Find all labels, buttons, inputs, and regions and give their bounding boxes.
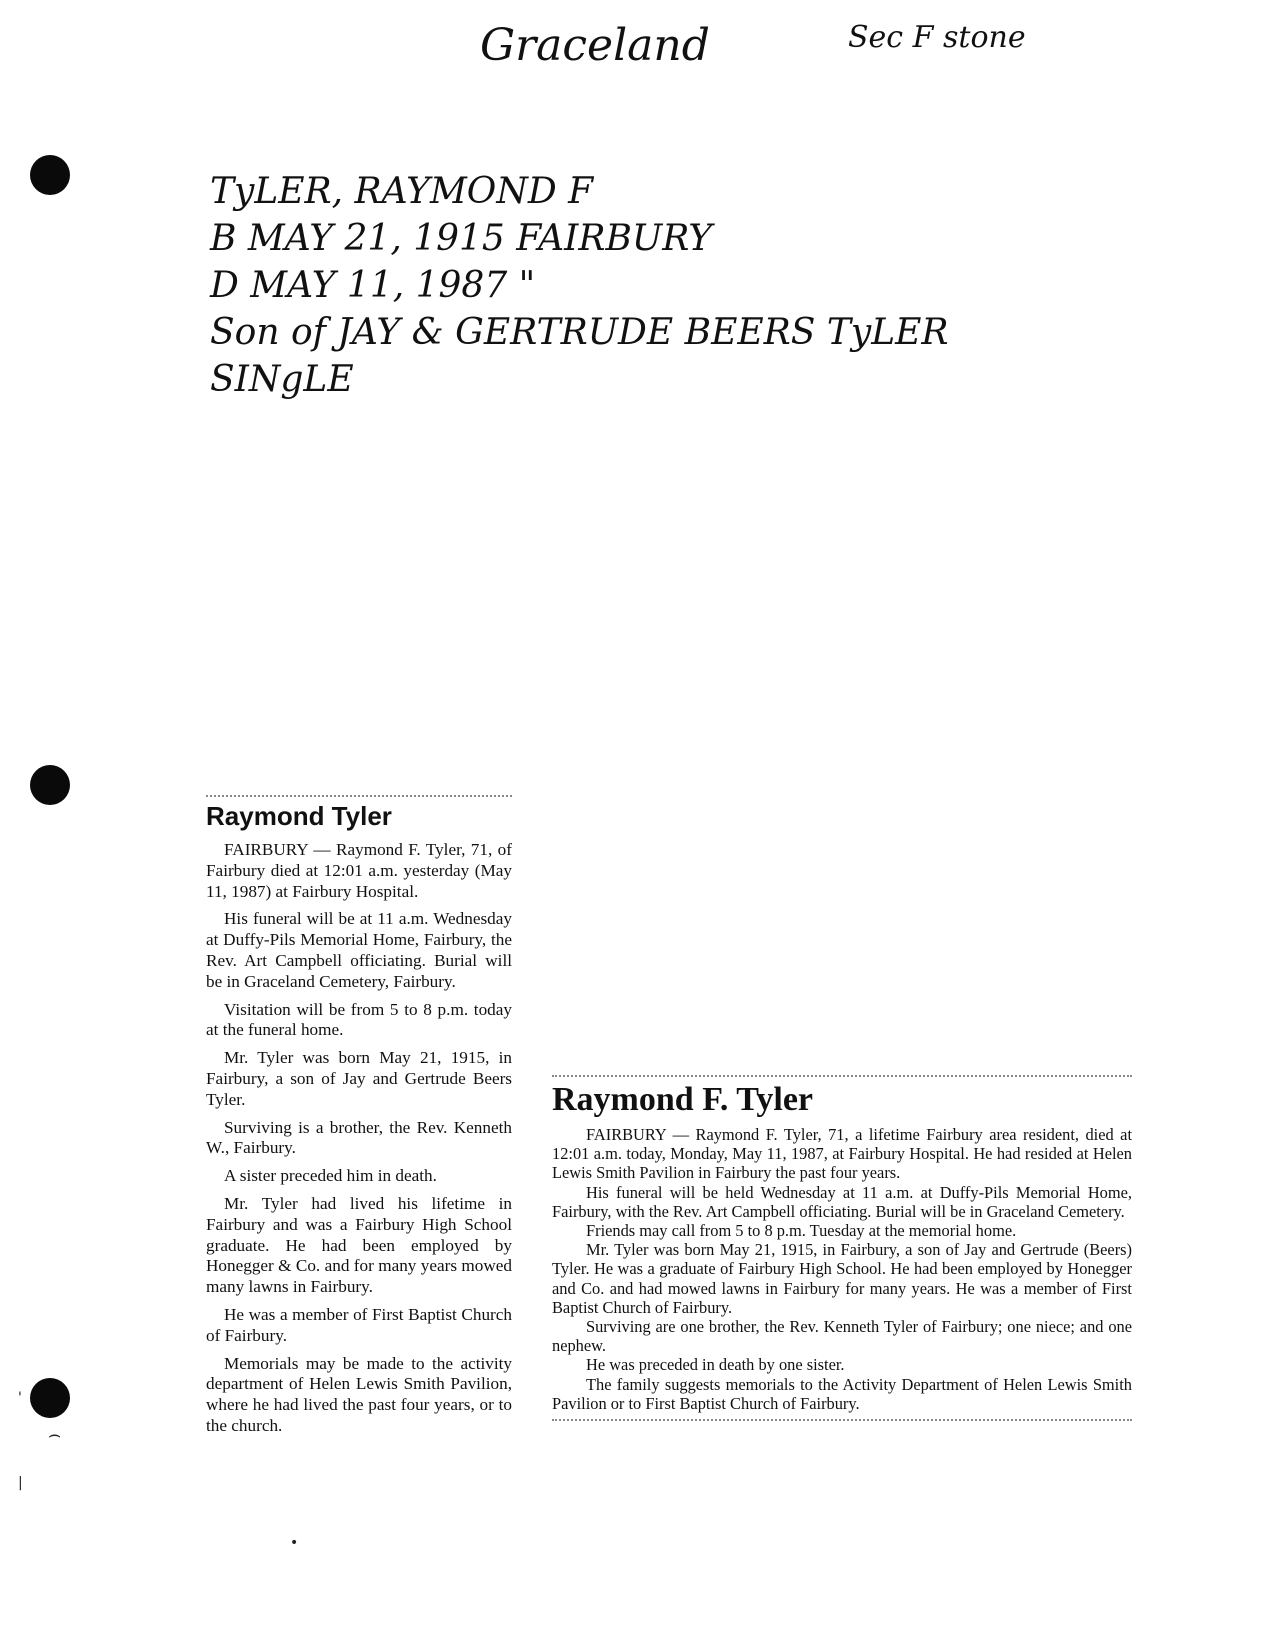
clipping-2-paragraph: Surviving are one brother, the Rev. Kenneth Tyler of Fairbury; one niece; and one nephew. xyxy=(552,1317,1132,1356)
note-line: B MAY 21, 1915 FAIRBURY xyxy=(210,218,712,259)
clipping-1-paragraph: Memorials may be made to the activity department of Helen Lewis Smith Pavilion, where he had lived the past four years, or to the church. xyxy=(206,1353,512,1435)
note-line: TyLER, RAYMOND F xyxy=(210,171,594,212)
margin-mark: ⌢ xyxy=(48,1422,62,1446)
clipping-border xyxy=(552,1419,1132,1421)
punch-hole-middle xyxy=(30,765,70,805)
clipping-2-paragraph: His funeral will be held Wednesday at 11 a.m. at Duffy-Pils Memorial Home, Fairbury, with the Rev. Art Campbell officiating. Burial will be in Graceland Cemetery. xyxy=(552,1182,1132,1221)
punch-hole-top xyxy=(30,155,70,195)
clipping-2-title: Raymond F. Tyler xyxy=(552,1081,814,1118)
clipping-2-paragraph: Mr. Tyler was born May 21, 1915, in Fairbury, a son of Jay and Gertrude (Beers) Tyler. He was a graduate of Fairbury High School. He had been employed by Honegger and Co. and had mowed lawns in Fairbury for many years. He was a member of First Baptist Church of Fairbury. xyxy=(552,1240,1132,1317)
margin-mark: | xyxy=(18,1475,23,1491)
clipping-1-paragraph: Mr. Tyler had lived his lifetime in Fairbury and was a Fairbury High School graduate. He had been employed by Honegger & Co. and for many years mowed many lawns in Fairbury. xyxy=(206,1193,512,1297)
clipping-2-paragraph: Friends may call from 5 to 8 p.m. Tuesday at the memorial home. xyxy=(586,1221,1017,1241)
cemetery-handwriting: Graceland xyxy=(480,20,710,71)
section-handwriting: Sec F stone xyxy=(848,20,1026,55)
note-line: SINgLE xyxy=(210,359,354,400)
margin-mark: ' xyxy=(18,1390,22,1406)
clipping-border xyxy=(552,1075,1132,1077)
clipping-border xyxy=(206,795,512,797)
clipping-1-paragraph: FAIRBURY — Raymond F. Tyler, 71, of Fairbury died at 12:01 a.m. yesterday (May 11, 1987) at Fairbury Hospital. xyxy=(206,840,512,901)
clipping-1-paragraph: He was a member of First Baptist Church of Fairbury. xyxy=(206,1304,512,1345)
handwritten-notes xyxy=(210,168,949,403)
note-line: Son of JAY & GERTRUDE BEERS TyLER xyxy=(210,312,949,353)
clipping-1-paragraph: Surviving is a brother, the Rev. Kenneth W., Fairbury. xyxy=(206,1117,512,1158)
obituary-clipping-1 xyxy=(206,795,512,1444)
clipping-1-paragraph: His funeral will be at 11 a.m. Wednesday at Duffy-Pils Memorial Home, Fairbury, the Rev. Art Campbell officiating. Burial will be in Graceland Cemetery, Fairbury. xyxy=(206,909,512,991)
obituary-clipping-2 xyxy=(552,1075,1132,1425)
clipping-1-title: Raymond Tyler xyxy=(206,801,392,831)
punch-hole-bottom xyxy=(30,1378,70,1418)
margin-mark: • xyxy=(290,1535,299,1551)
clipping-2-paragraph: FAIRBURY — Raymond F. Tyler, 71, a lifetime Fairbury area resident, died at 12:01 a.m. today, Monday, May 11, 1987, at Fairbury Hospital. He had resided at Helen Lewis Smith Pavilion in Fairbury the past four years. xyxy=(552,1125,1132,1183)
clipping-1-paragraph: Visitation will be from 5 to 8 p.m. today at the funeral home. xyxy=(206,999,512,1040)
note-line: D MAY 11, 1987 " xyxy=(210,265,536,306)
clipping-2-paragraph: He was preceded in death by one sister. xyxy=(586,1355,845,1375)
clipping-1-paragraph: A sister preceded him in death. xyxy=(224,1166,437,1186)
clipping-2-paragraph: The family suggests memorials to the Activity Department of Helen Lewis Smith Pavilion or to First Baptist Church of Fairbury. xyxy=(552,1374,1132,1413)
clipping-1-paragraph: Mr. Tyler was born May 21, 1915, in Fairbury, a son of Jay and Gertrude Beers Tyler. xyxy=(206,1048,512,1109)
